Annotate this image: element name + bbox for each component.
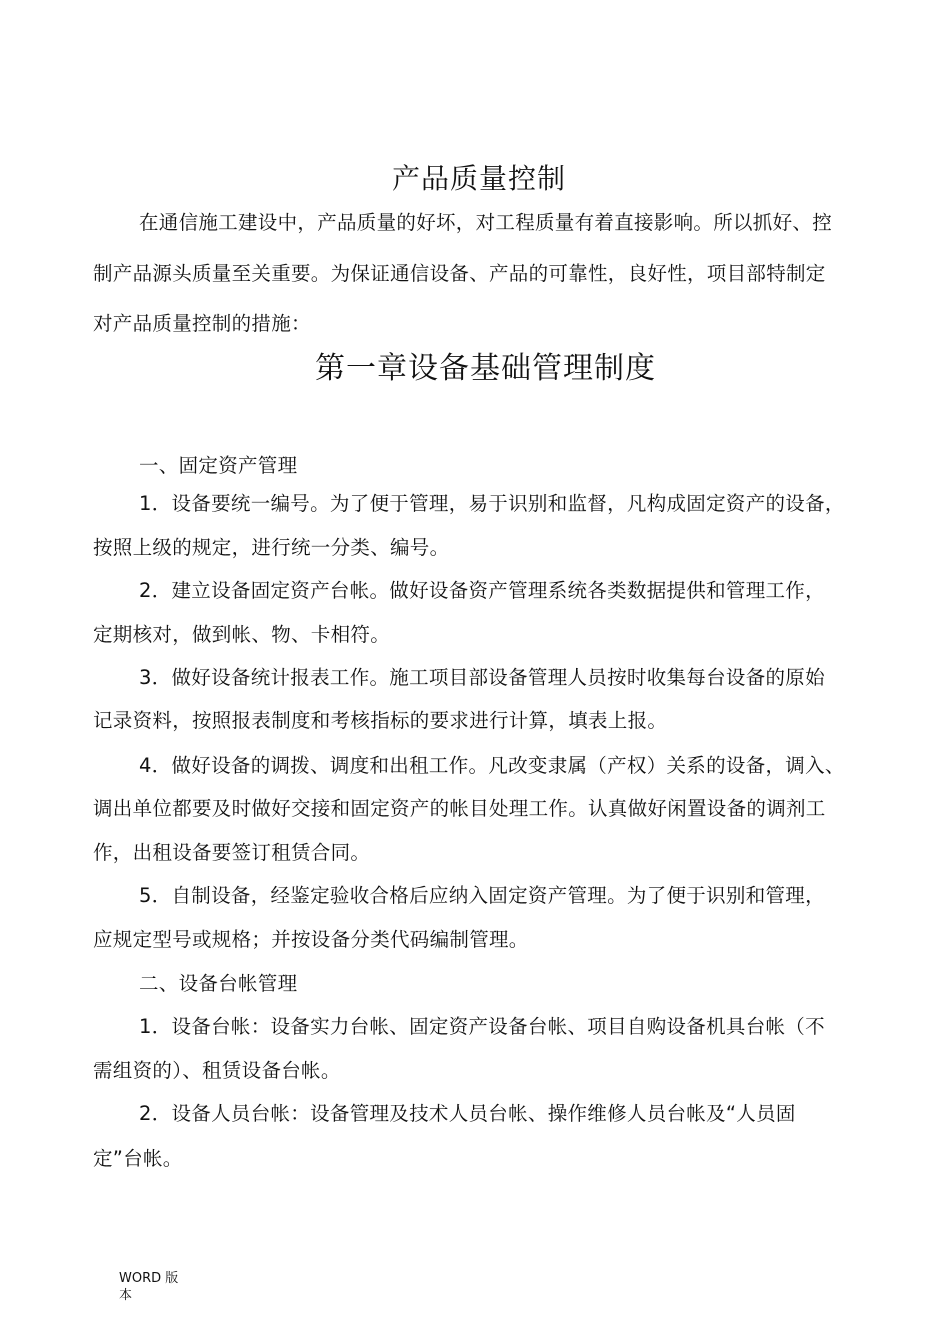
item-2-line-2: 定期核对，做到帐、物、卡相符。 <box>93 623 391 646</box>
item-1-line-1: 1．设备要统一编号。为了便于管理，易于识别和监督，凡构成固定资产的设备， <box>139 492 845 515</box>
intro-line-1: 在通信施工建设中，产品质量的好坏，对工程质量有着直接影响。所以抓好、控 <box>139 211 833 234</box>
section-heading-2: 二、设备台帐管理 <box>139 972 298 995</box>
chapter-title: 第一章设备基础管理制度 <box>315 351 656 386</box>
item-4-line-1: 4．做好设备的调拨、调度和出租工作。凡改变隶属（产权）关系的设备，调入、 <box>139 754 845 777</box>
ledger-item-1-line-2: 需组资的）、租赁设备台帐。 <box>93 1059 341 1082</box>
intro-line-2: 制产品源头质量至关重要。为保证通信设备、产品的可靠性，良好性，项目部特制定 <box>93 262 826 285</box>
item-5-line-2: 应规定型号或规格；并按设备分类代码编制管理。 <box>93 928 529 951</box>
item-3-line-1: 3．做好设备统计报表工作。施工项目部设备管理人员按时收集每台设备的原始 <box>139 666 825 689</box>
item-4-line-3: 作，出租设备要签订租赁合同。 <box>93 841 371 864</box>
item-3-line-2: 记录资料，按照报表制度和考核指标的要求进行计算，填表上报。 <box>93 709 668 732</box>
footer-line-2: 本 <box>119 1288 133 1303</box>
intro-line-3: 对产品质量控制的措施： <box>93 312 311 335</box>
item-4-line-2: 调出单位都要及时做好交接和固定资产的帐目处理工作。认真做好闲置设备的调剂工 <box>93 797 826 820</box>
ledger-item-1-line-1: 1．设备台帐：设备实力台帐、固定资产设备台帐、项目自购设备机具台帐（不 <box>139 1015 825 1038</box>
document-title: 产品质量控制 <box>392 162 567 195</box>
ledger-item-2-line-2: 定”台帐。 <box>93 1147 183 1170</box>
footer-line-1: WORD 版 <box>119 1271 179 1286</box>
item-1-line-2: 按照上级的规定，进行统一分类、编号。 <box>93 536 450 559</box>
section-heading-1: 一、固定资产管理 <box>139 454 298 477</box>
item-2-line-1: 2．建立设备固定资产台帐。做好设备资产管理系统各类数据提供和管理工作， <box>139 579 825 602</box>
item-5-line-1: 5．自制设备，经鉴定验收合格后应纳入固定资产管理。为了便于识别和管理， <box>139 884 825 907</box>
ledger-item-2-line-1: 2．设备人员台帐：设备管理及技术人员台帐、操作维修人员台帐及“人员固 <box>139 1102 796 1125</box>
